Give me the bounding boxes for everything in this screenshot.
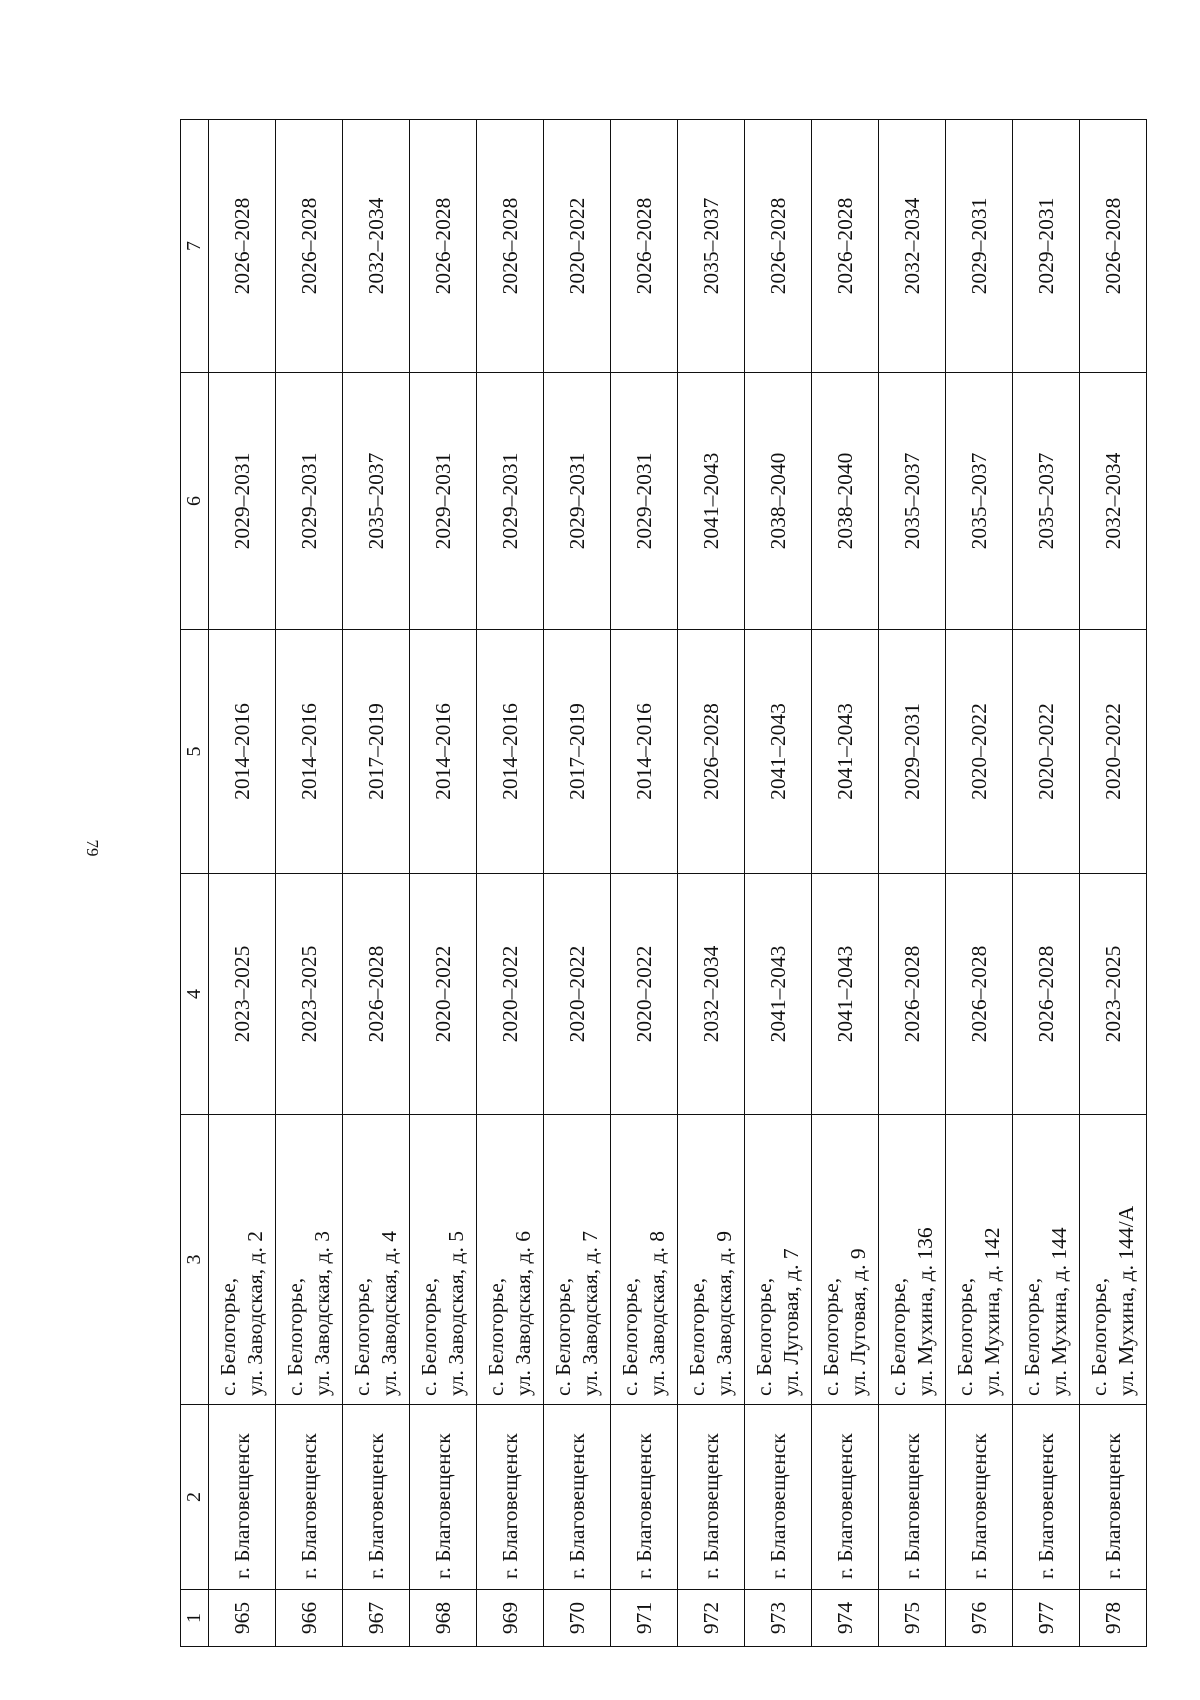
row-address (678, 1115, 745, 1405)
row-number: 970 (544, 1590, 611, 1647)
row-address-line-2: ул. Заводская, д. 8 (645, 1231, 669, 1396)
table-header (181, 120, 209, 1647)
row-number: 974 (812, 1590, 879, 1647)
row-col-4: 2020–2022 (477, 874, 544, 1115)
table-row (410, 120, 477, 1647)
row-number: 976 (946, 1590, 1013, 1647)
row-col-7: 2026–2028 (611, 120, 678, 373)
row-address (611, 1115, 678, 1405)
row-number: 973 (745, 1590, 812, 1647)
row-address-line-2: ул. Заводская, д. 7 (578, 1231, 602, 1396)
row-col-4: 2020–2022 (544, 874, 611, 1115)
row-col-4: 2026–2028 (879, 874, 946, 1115)
row-address-line-1: с. Белогорье, (618, 1277, 642, 1396)
row-address-line-1: с. Белогорье, (886, 1277, 910, 1396)
row-address (879, 1115, 946, 1405)
row-number: 977 (1013, 1590, 1080, 1647)
table-row (678, 120, 745, 1647)
table-row (544, 120, 611, 1647)
row-address-line-2: ул. Мухина, д. 144 (1047, 1227, 1071, 1396)
row-address (1013, 1115, 1080, 1405)
row-col-6: 2035–2037 (1013, 373, 1080, 630)
row-address (1080, 1115, 1147, 1405)
row-col-7: 2032–2034 (343, 120, 410, 373)
row-address-line-2: ул. Заводская, д. 6 (511, 1231, 535, 1396)
table-row (812, 120, 879, 1647)
row-col-7: 2032–2034 (879, 120, 946, 373)
row-address-line-2: ул. Мухина, д. 142 (980, 1227, 1004, 1396)
table-container (180, 120, 1138, 1647)
row-col-4: 2023–2025 (1080, 874, 1147, 1115)
row-city: г. Благовещенск (410, 1405, 477, 1590)
row-address (343, 1115, 410, 1405)
row-col-5: 2014–2016 (410, 630, 477, 874)
row-col-6: 2032–2034 (1080, 373, 1147, 630)
row-city: г. Благовещенск (745, 1405, 812, 1590)
row-city: г. Благовещенск (544, 1405, 611, 1590)
row-address (209, 1115, 276, 1405)
row-col-7: 2026–2028 (1080, 120, 1147, 373)
table-row (1013, 120, 1080, 1647)
row-col-7: 2026–2028 (209, 120, 276, 373)
table-row (611, 120, 678, 1647)
row-col-7: 2026–2028 (745, 120, 812, 373)
header-col-5: 5 (181, 630, 209, 874)
row-address-line-1: с. Белогорье, (1087, 1277, 1111, 1396)
row-address (477, 1115, 544, 1405)
row-address-line-2: ул. Луговая, д. 7 (779, 1248, 803, 1396)
row-number: 971 (611, 1590, 678, 1647)
row-col-6: 2029–2031 (410, 373, 477, 630)
row-number: 966 (276, 1590, 343, 1647)
row-col-6: 2041–2043 (678, 373, 745, 630)
row-city: г. Благовещенск (209, 1405, 276, 1590)
row-col-4: 2026–2028 (946, 874, 1013, 1115)
header-col-3: 3 (181, 1115, 209, 1405)
row-address-line-1: с. Белогорье, (551, 1277, 575, 1396)
row-col-5: 2020–2022 (1080, 630, 1147, 874)
row-address (812, 1115, 879, 1405)
row-number: 965 (209, 1590, 276, 1647)
table-row (946, 120, 1013, 1647)
row-address-line-2: ул. Заводская, д. 5 (444, 1231, 468, 1396)
row-col-4: 2023–2025 (276, 874, 343, 1115)
table-row (343, 120, 410, 1647)
header-col-7: 7 (181, 120, 209, 373)
row-address-line-1: с. Белогорье, (283, 1277, 307, 1396)
row-address-line-2: ул. Мухина, д. 144/А (1114, 1205, 1138, 1396)
row-col-6: 2038–2040 (812, 373, 879, 630)
row-col-5: 2026–2028 (678, 630, 745, 874)
row-number: 968 (410, 1590, 477, 1647)
row-address-line-2: ул. Луговая, д. 9 (846, 1248, 870, 1396)
row-city: г. Благовещенск (276, 1405, 343, 1590)
row-col-7: 2026–2028 (410, 120, 477, 373)
header-col-6: 6 (181, 373, 209, 630)
table-row (209, 120, 276, 1647)
row-col-7: 2026–2028 (276, 120, 343, 373)
row-col-7: 2026–2028 (477, 120, 544, 373)
row-address-line-2: ул. Заводская, д. 4 (377, 1231, 401, 1396)
row-col-5: 2014–2016 (209, 630, 276, 874)
row-city: г. Благовещенск (946, 1405, 1013, 1590)
row-col-4: 2032–2034 (678, 874, 745, 1115)
row-address (946, 1115, 1013, 1405)
row-city: г. Благовещенск (343, 1405, 410, 1590)
data-table (180, 119, 1147, 1647)
row-col-4: 2041–2043 (812, 874, 879, 1115)
row-address-line-1: с. Белогорье, (1020, 1277, 1044, 1396)
table-row (276, 120, 343, 1647)
row-city: г. Благовещенск (879, 1405, 946, 1590)
row-address (544, 1115, 611, 1405)
row-col-6: 2029–2031 (611, 373, 678, 630)
row-col-6: 2029–2031 (209, 373, 276, 630)
row-col-5: 2014–2016 (611, 630, 678, 874)
row-col-7: 2035–2037 (678, 120, 745, 373)
table-row (1080, 120, 1147, 1647)
row-city: г. Благовещенск (611, 1405, 678, 1590)
row-col-5: 2017–2019 (343, 630, 410, 874)
row-city: г. Благовещенск (1080, 1405, 1147, 1590)
row-address-line-2: ул. Заводская, д. 2 (243, 1231, 267, 1396)
row-address-line-2: ул. Мухина, д. 136 (913, 1227, 937, 1396)
row-col-6: 2035–2037 (879, 373, 946, 630)
row-address-line-1: с. Белогорье, (350, 1277, 374, 1396)
row-address-line-1: с. Белогорье, (484, 1277, 508, 1396)
row-col-5: 2017–2019 (544, 630, 611, 874)
row-col-5: 2041–2043 (745, 630, 812, 874)
row-address-line-2: ул. Заводская, д. 3 (310, 1231, 334, 1396)
row-col-6: 2029–2031 (276, 373, 343, 630)
row-col-7: 2029–2031 (946, 120, 1013, 373)
row-address-line-1: с. Белогорье, (819, 1277, 843, 1396)
row-address-line-1: с. Белогорье, (953, 1277, 977, 1396)
page-number: 79 (83, 839, 102, 857)
row-col-5: 2014–2016 (477, 630, 544, 874)
row-city: г. Благовещенск (1013, 1405, 1080, 1590)
row-col-6: 2035–2037 (343, 373, 410, 630)
row-col-4: 2026–2028 (343, 874, 410, 1115)
row-address (745, 1115, 812, 1405)
row-col-4: 2041–2043 (745, 874, 812, 1115)
row-address-line-1: с. Белогорье, (417, 1277, 441, 1396)
row-number: 972 (678, 1590, 745, 1647)
row-col-5: 2020–2022 (1013, 630, 1080, 874)
table-row (477, 120, 544, 1647)
header-row (181, 120, 209, 1647)
row-col-5: 2029–2031 (879, 630, 946, 874)
row-col-4: 2020–2022 (410, 874, 477, 1115)
row-number: 969 (477, 1590, 544, 1647)
row-col-7: 2020–2022 (544, 120, 611, 373)
row-col-5: 2014–2016 (276, 630, 343, 874)
row-col-7: 2026–2028 (812, 120, 879, 373)
row-col-6: 2035–2037 (946, 373, 1013, 630)
row-col-6: 2038–2040 (745, 373, 812, 630)
row-address (276, 1115, 343, 1405)
row-city: г. Благовещенск (477, 1405, 544, 1590)
row-address (410, 1115, 477, 1405)
header-col-4: 4 (181, 874, 209, 1115)
header-col-2: 2 (181, 1405, 209, 1590)
row-col-6: 2029–2031 (544, 373, 611, 630)
row-address-line-1: с. Белогорье, (216, 1277, 240, 1396)
row-city: г. Благовещенск (678, 1405, 745, 1590)
row-col-4: 2020–2022 (611, 874, 678, 1115)
row-city: г. Благовещенск (812, 1405, 879, 1590)
table-body (209, 120, 1147, 1647)
row-col-5: 2020–2022 (946, 630, 1013, 874)
table-row (745, 120, 812, 1647)
header-col-1: 1 (181, 1590, 209, 1647)
row-number: 978 (1080, 1590, 1147, 1647)
row-address-line-1: с. Белогорье, (752, 1277, 776, 1396)
row-number: 975 (879, 1590, 946, 1647)
row-col-5: 2041–2043 (812, 630, 879, 874)
row-col-7: 2029–2031 (1013, 120, 1080, 373)
row-number: 967 (343, 1590, 410, 1647)
row-col-6: 2029–2031 (477, 373, 544, 630)
row-address-line-2: ул. Заводская, д. 9 (712, 1231, 736, 1396)
row-col-4: 2026–2028 (1013, 874, 1080, 1115)
table-row (879, 120, 946, 1647)
row-col-4: 2023–2025 (209, 874, 276, 1115)
row-address-line-1: с. Белогорье, (685, 1277, 709, 1396)
